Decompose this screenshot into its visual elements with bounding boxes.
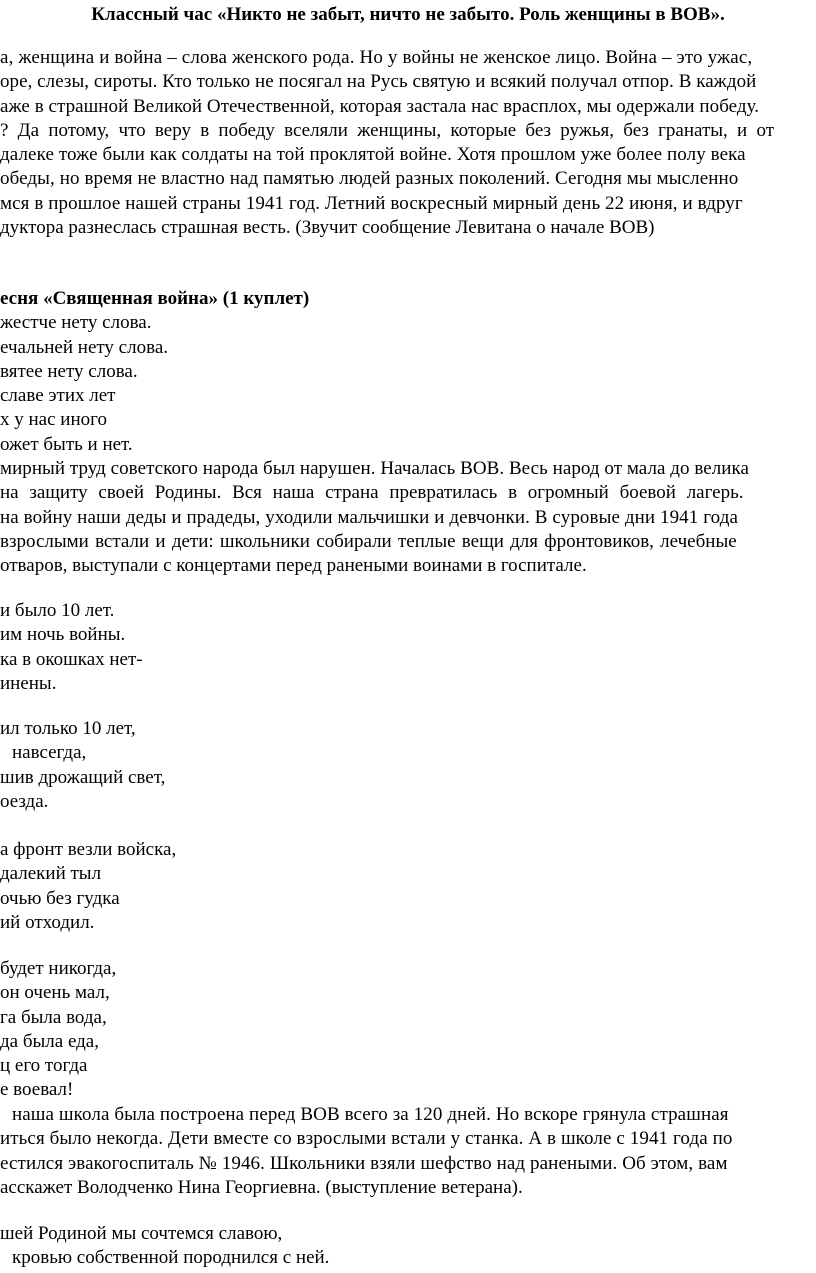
poem-line: будет никогда,	[0, 958, 117, 979]
narration-paragraph	[0, 457, 816, 578]
poem-line: очью без гудка	[0, 887, 120, 909]
poem-line: и было 10 лет.	[0, 600, 115, 621]
poem-line: га была вода,	[0, 1006, 107, 1028]
text-line: на войну наши деды и прадеды, уходили мальчишки и девчонки. В суровые дни 1941 года	[0, 506, 739, 528]
poem-line: навсегда,	[12, 742, 87, 764]
text-line: асскажет Володченко Нина Георгиевна. (выступление ветерана).	[0, 1176, 523, 1198]
text-line: на защиту своей Родины. Вся наша страна превратилась в огромный боевой лагерь.	[0, 482, 744, 504]
text-line: оре, слезы, сироты. Кто только не посягал на Русь святую и всякий получал отпор. В каждой	[0, 71, 757, 93]
text-line: мся в прошлое нашей страны 1941 год. Летний воскресный мирный день 22 июня, и вдруг	[0, 192, 743, 214]
text-line: наша школа была построена перед ВОВ всего за 120 дней. Но вскоре грянула страшная	[12, 1104, 729, 1125]
poem-line: кровью собственной породнился с ней.	[12, 1247, 330, 1269]
text-line: обеды, но время не властно над памятью людей разных поколений. Сегодня мы мысленно	[0, 168, 739, 190]
song-line: вятее нету слова.	[0, 360, 138, 382]
poem-line: ц его тогда	[0, 1055, 88, 1077]
text-line: аже в страшной Великой Отечественной, которая застала нас врасплох, мы одержали победу.	[0, 95, 760, 117]
song-line: ожет быть и нет.	[0, 433, 133, 455]
text-line: а, женщина и война – слова женского рода. Но у войны не женское лицо. Война – это ужас,	[0, 47, 753, 68]
song-line: ечальней нету слова.	[0, 336, 169, 358]
poem-line: да была еда,	[0, 1030, 99, 1052]
poem-line: шей Родиной мы сочтемся славою,	[0, 1223, 283, 1244]
poem-stanza	[0, 838, 816, 935]
poem-line: ка в окошках нет-	[0, 648, 143, 670]
poem-line: е воевал!	[0, 1079, 74, 1101]
song-heading: есня «Священная война» (1 куплет)	[0, 288, 310, 309]
poem-line: оезда.	[0, 790, 49, 812]
poem-stanza	[0, 957, 816, 1103]
text-line: иться было некогда. Дети вместе со взрослыми встали у станка. А в школе с 1941 года по	[0, 1128, 733, 1150]
poem-line: а фронт везли войска,	[0, 839, 177, 860]
poem-stanza	[0, 1222, 816, 1271]
poem-stanza	[0, 717, 816, 814]
poem-line: шив дрожащий свет,	[0, 766, 166, 788]
poem-line: им ночь войны.	[0, 624, 126, 646]
poem-line: он очень мал,	[0, 982, 110, 1004]
song-line: х у нас иного	[0, 409, 107, 431]
text-line: ? Да потому, что веру в победу вселяли женщины, которые без ружья, без гранаты, и от	[0, 119, 774, 141]
text-line: взрослыми встали и дети: школьники собирали теплые вещи для фронтовиков, лечебные	[0, 530, 737, 552]
page-title: Классный час «Никто не забыт, ничто не забыто. Роль женщины в ВОВ».	[91, 4, 725, 25]
intro-paragraph	[0, 46, 816, 240]
poem-stanza	[0, 599, 816, 696]
poem-line: ил только 10 лет,	[0, 718, 136, 739]
song-line: жестче нету слова.	[0, 312, 152, 334]
text-line: дуктора разнеслась страшная весть. (Звучит сообщение Левитана о начале ВОВ)	[0, 217, 655, 239]
text-line: мирный труд советского народа был нарушен. Началась ВОВ. Весь народ от мала до велика	[0, 458, 749, 479]
song-section	[0, 287, 816, 457]
text-line: отваров, выступали с концертами перед ранеными воинами в госпитале.	[0, 555, 587, 577]
narration-paragraph	[0, 1103, 816, 1200]
poem-line: далекий тыл	[0, 863, 102, 885]
text-line: естился эвакогоспиталь № 1946. Школьники взяли шефство над ранеными. Об этом, вам	[0, 1152, 728, 1174]
text-line: далеке тоже были как солдаты на той проклятой войне. Хотя прошлом уже более полу века	[0, 144, 746, 166]
song-line: славе этих лет	[0, 385, 116, 407]
poem-line: инены.	[0, 672, 57, 694]
poem-line: ий отходил.	[0, 911, 95, 933]
